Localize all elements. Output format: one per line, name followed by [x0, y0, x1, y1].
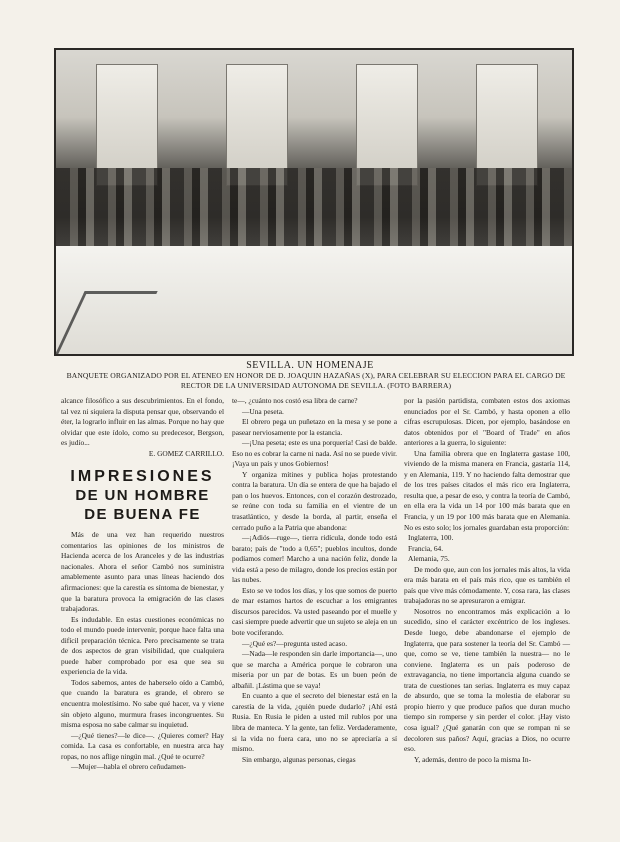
article-text: alcance filosófico a sus descubrimientos. En el fondo, tal vez ni siquiera la disputa pensar que, observando el éter, la lograrlo influir en las almas. Porque no hay que olvidar que este ídolo, como su predecesor, Bergson, es judío... [61, 396, 224, 448]
paragraph: De modo que, aun con los jornales más altos, la vida era más barata en el país más rico, que es también el país que vive más cómodamente. Y, cosa rara, las clases trabajadoras no se apresuraron a emigrar. [404, 564, 570, 606]
byline: E. GOMEZ CARRILLO. [148, 448, 224, 458]
headline-line-3: DE BUENA FE [84, 506, 201, 524]
column-1 [61, 396, 224, 773]
column-3 [404, 396, 570, 765]
paragraph: —Mujer—habla el obrero ceñudamen- [71, 762, 187, 772]
paragraph: —¡Adiós—ruge—, tierra ridícula, donde todo está barato; país de "todo a 0,65"; pueblos incultos, donde podíamos comer! Marcho a una nación feliz, donde la vida está a peso de milagro, donde los precios están por las nubes. [232, 533, 397, 585]
paragraph: Y, además, dentro de poco la misma In- [414, 754, 532, 764]
paragraph: Y organiza mítines y publica hojas protestando contra la baratura. Un día se entera de que ha bajado el pan o los huevos. Entonces, con el corazón destrozado, se reúne con toda su familia en el vientre de un trasatlántico, y desde la borda, al partir, enseña el cerrado puño a la Patria que abandona: [232, 469, 397, 532]
paragraph: Es indudable. En estas cuestiones económicas no todo el mundo puede intervenir, porque hace falta una difícil preparación técnica. Pero precisamente se trata de dos aspectos de gran visibilidad, que cualquiera puede haber comprobado por esa que sea su experiencia de la vida. [61, 614, 224, 677]
paragraph: Más de una vez han requerido nuestros comentarios las opiniones de los ministros de Hacienda acerca de los Aranceles y de las industrias nacionales. Ahora el señor Cambó nos suministra amablemente asunto para unas líneas haciendo dos afirmaciones: que la carestía es síntoma de bienestar, y que la baratura provoca la emigración de las clases trabajadoras. [61, 530, 224, 614]
paragraph: —Nada—le responden sin darle importancia—, uno que se marcha a América porque le cobraron una miseria por un par de botas. Es un buen peón de albañil. ¡Lástima que se vaya! [232, 649, 397, 690]
paragraph: Nosotros no encontramos más explicación a lo sucedido, sino el carácter excéntrico de los ingleses. Desde luego, debe abandonarse el ejemplo de Inglaterra, que para sostener la teoría del Sr. Cambó —que, como se ve, tiene también la nuestra— no le conviene. Inglaterra es un país poderoso de extravagancia, no tiene importancia alguna cuando se trata de cuestiones tan serias. Inglaterra es muy capaz de absurdo, que se toma la molestia de elaborar su propio hierro y que produce paños que duran mucho tiempo sin romperse y sin perder el color. ¡Hay visto cosa igual? ¿Qué ganarán con que se rompan ni se decoloren sus paños? Aquí, gracias a Dios, no ocurre eso. [404, 606, 570, 754]
wages-item: Inglaterra, 100. [408, 533, 454, 543]
paragraph: —Una peseta. [242, 406, 284, 416]
banquet-photo [54, 48, 574, 356]
paragraph: Sin embargo, algunas personas, ciegas [242, 754, 356, 764]
wages-list [408, 533, 570, 565]
photo-caption-text: BANQUETE ORGANIZADO POR EL ATENEO EN HONOR DE D. JOAQUIN HAZAÑAS (X), PARA CELEBRAR SU ELECCION PARA EL CARGO DE RECTOR DE LA UNIVERSIDAD AUTONOMA DE SEVILLA. (FOTO BARRERA) [66, 371, 566, 391]
wages-item: Alemania, 75. [408, 554, 450, 564]
article-headline [61, 467, 224, 524]
paragraph: —¡Una peseta; este es una porquería! Casi de balde. Eso no es cobrar la carne ni nada. Así no se puede vivir. ¡Vaya un país y unos Gobiernos! [232, 438, 398, 469]
paragraph: Esto se ve todos los días, y los que somos de puerto de mar estamos hartos de escuchar a los emigrantes discursos parecidos. Va usted paseando por el muelle y casi siempre puede advertir que un sujeto se aleja en un bote vociferando. [232, 585, 397, 638]
wages-item: Francia, 64. [408, 543, 444, 553]
paragraph: por la pasión partidista, combaten estos dos axiomas enunciados por el Sr. Cambó, y hasta oponen a ello cifras escrupulosas. Dicen, por ejemplo, basándose en datos obtenidos por el "Board of Trade" en años anteriores a la guerra, lo siguiente: [404, 396, 570, 448]
paragraph: —¿Qué tienes?—le dice—. ¿Quieres comer? Hay comida. La casa es confortable, en nuestra arca hay ropas, no nos aflige ningún mal. ¿Qué te ocurre? [61, 730, 224, 761]
photo-caption-title: SEVILLA. UN HOMENAJE [246, 360, 374, 371]
paragraph: En cuanto a que el secreto del bienestar está en la carestía de la vida, ¿quién puede dudarlo? ¡Ahí está Rusia. En Rusia le piden a usted mil rublos por una libra de manteca. Y la gente, tan feliz. Verdaderamente, si la vida no fuera cara, uno no se apreciaría a sí mismo. [232, 691, 397, 754]
column-2 [232, 396, 397, 765]
headline-line-2: DE UN HOMBRE [75, 487, 210, 505]
headline-line-1: IMPRESIONES [70, 468, 215, 486]
paragraph: Todos sabemos, antes de haberselo oído a Cambó, que cuando la baratura es grande, el obrero se encuentra molestísimo. No sabe qué hacer, va y viene sin objeto alguno, murmura frases incongruentes. Su misma esposa no sabe calmar su inquietud. [61, 677, 224, 730]
paragraph: El obrero pega un puñetazo en la mesa y se pone a pasear nerviosamente por la estancia. [232, 417, 397, 437]
paragraph: te—, ¿cuánto nos costó esa libra de carne? [232, 396, 358, 405]
paragraph: —¿Qué es?—pregunta usted acaso. [242, 638, 348, 648]
paragraph: Una familia obrera que en Inglaterra gastase 100, viviendo de la misma manera en Francia, gastaría 114, y en Alemania, 119. Y no haciendo falta demostrar que de los tres países citados el más rico era Inglaterra, resulta que, a pesar de eso, y contra la teoría de Cambó, en ella era la vida un 14 por 100 más barata que en Francia, y un 19 por 100 más barata que en Alemania. No es esto solo; los jornales guardaban esta proporción: [404, 448, 570, 532]
